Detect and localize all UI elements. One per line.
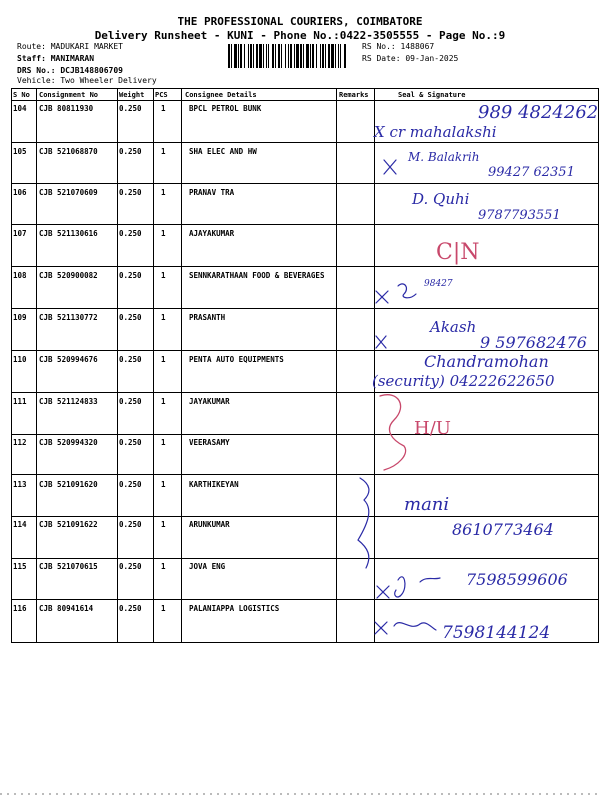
cell-consignment: CJB 521091620 bbox=[39, 480, 98, 489]
company-title: THE PROFESSIONAL COURIERS, COIMBATORE bbox=[177, 15, 423, 28]
cell-sno: 105 bbox=[13, 147, 27, 156]
cell-consignee: KARTHIKEYAN bbox=[189, 480, 239, 489]
cell-consignee: VEERASAMY bbox=[189, 438, 230, 447]
cell-weight: 0.250 bbox=[119, 229, 142, 238]
rs-number: RS No.: 1488067 bbox=[362, 42, 435, 51]
cell-pcs: 1 bbox=[161, 271, 166, 280]
staff-label: Staff: MANIMARAN bbox=[17, 54, 95, 63]
cell-weight: 0.250 bbox=[119, 562, 142, 571]
cell-pcs: 1 bbox=[161, 147, 166, 156]
cell-consignee: PALANIAPPA LOGISTICS bbox=[189, 604, 280, 613]
vehicle-label: Vehicle: Two Wheeler Delivery bbox=[17, 76, 157, 85]
cell-sno: 112 bbox=[13, 438, 27, 447]
cell-sno: 107 bbox=[13, 229, 27, 238]
column-header-consignee: Consignee Details bbox=[185, 91, 257, 99]
cell-consignee: PENTA AUTO EQUIPMENTS bbox=[189, 355, 284, 364]
cell-weight: 0.250 bbox=[119, 480, 142, 489]
handwritten-signature: M. Balakrih bbox=[408, 150, 480, 164]
cell-consignee: BPCL PETROL BUNK bbox=[189, 104, 262, 113]
handwritten-phone: 9 597682476 bbox=[480, 333, 587, 352]
barcode bbox=[228, 44, 346, 68]
cell-weight: 0.250 bbox=[119, 104, 142, 113]
handwritten-remark: C|N bbox=[436, 240, 480, 265]
column-header-pcs: PCS bbox=[155, 91, 168, 99]
handwritten-signature: D. Quhi bbox=[412, 190, 470, 208]
cell-pcs: 1 bbox=[161, 229, 166, 238]
cell-weight: 0.250 bbox=[119, 271, 142, 280]
handwritten-signature: Akash bbox=[430, 318, 477, 336]
cell-consignee: PRASANTH bbox=[189, 313, 226, 322]
handwritten-phone: 7598144124 bbox=[442, 623, 551, 643]
cell-pcs: 1 bbox=[161, 438, 166, 447]
cell-weight: 0.250 bbox=[119, 188, 142, 197]
cell-consignee: ARUNKUMAR bbox=[189, 520, 230, 529]
cell-consignment: CJB 521091622 bbox=[39, 520, 98, 529]
cell-consignment: CJB 521068870 bbox=[39, 147, 98, 156]
runsheet-subtitle: Delivery Runsheet - KUNI - Phone No.:0422-3505555 - Page No.:9 bbox=[94, 29, 506, 42]
handwritten-phone: (security) 04222622650 bbox=[372, 372, 555, 390]
cell-pcs: 1 bbox=[161, 397, 166, 406]
handwritten-signature: X cr mahalakshi bbox=[374, 123, 497, 141]
drs-number: DRS No.: DCJB148806709 bbox=[17, 66, 123, 75]
handwritten-phone: 99427 62351 bbox=[488, 165, 575, 180]
cell-pcs: 1 bbox=[161, 104, 166, 113]
cell-consignment: CJB 521130772 bbox=[39, 313, 98, 322]
cell-consignment: CJB 80811930 bbox=[39, 104, 94, 113]
cell-sno: 114 bbox=[13, 520, 27, 529]
cell-consignee: SENNKARATHAAN FOOD & BEVERAGES bbox=[189, 271, 325, 280]
cell-consignee: JOVA ENG bbox=[189, 562, 226, 571]
cell-consignment: CJB 521070615 bbox=[39, 562, 98, 571]
cell-sno: 115 bbox=[13, 562, 27, 571]
cell-pcs: 1 bbox=[161, 355, 166, 364]
handwritten-number: 98427 bbox=[424, 279, 453, 289]
cell-pcs: 1 bbox=[161, 604, 166, 613]
handwritten-phone: 7598599606 bbox=[466, 570, 568, 589]
handwritten-name: Chandramohan bbox=[424, 352, 549, 371]
cell-consignment: CJB 520994676 bbox=[39, 355, 98, 364]
cell-pcs: 1 bbox=[161, 520, 166, 529]
cell-weight: 0.250 bbox=[119, 604, 142, 613]
cell-weight: 0.250 bbox=[119, 520, 142, 529]
column-header-seal-signature: Seal & Signature bbox=[398, 91, 466, 99]
cell-sno: 116 bbox=[13, 604, 27, 613]
cell-consignment: CJB 520994320 bbox=[39, 438, 98, 447]
column-header-sno: S No bbox=[13, 91, 30, 99]
cell-sno: 108 bbox=[13, 271, 27, 280]
cell-consignee: AJAYAKUMAR bbox=[189, 229, 235, 238]
handwritten-phone: 8610773464 bbox=[452, 520, 554, 539]
cell-pcs: 1 bbox=[161, 313, 166, 322]
handwritten-signature: mani bbox=[404, 494, 450, 515]
handwritten-remark: H/U bbox=[414, 418, 451, 439]
rs-date: RS Date: 09-Jan-2025 bbox=[362, 54, 459, 63]
cell-weight: 0.250 bbox=[119, 438, 142, 447]
page-perforation bbox=[0, 793, 600, 795]
column-header-weight: Weight bbox=[119, 91, 145, 99]
cell-sno: 104 bbox=[13, 104, 27, 113]
cell-sno: 113 bbox=[13, 480, 27, 489]
cell-consignee: SHA ELEC AND HW bbox=[189, 147, 257, 156]
cell-consignment: CJB 521070609 bbox=[39, 188, 98, 197]
cell-consignment: CJB 80941614 bbox=[39, 604, 94, 613]
cell-sno: 110 bbox=[13, 355, 27, 364]
cell-consignment: CJB 521130616 bbox=[39, 229, 98, 238]
handwritten-phone: 989 4824262 bbox=[478, 102, 599, 123]
cell-consignment: CJB 520900082 bbox=[39, 271, 98, 280]
column-header-remarks: Remarks bbox=[339, 91, 369, 99]
cell-consignee: JAYAKUMAR bbox=[189, 397, 230, 406]
cell-pcs: 1 bbox=[161, 188, 166, 197]
cell-sno: 109 bbox=[13, 313, 27, 322]
cell-weight: 0.250 bbox=[119, 313, 142, 322]
column-header-consignment: Consignment No bbox=[39, 91, 99, 99]
cell-weight: 0.250 bbox=[119, 147, 142, 156]
cell-consignee: PRANAV TRA bbox=[189, 188, 235, 197]
route-label: Route: MADUKARI MARKET bbox=[17, 42, 123, 51]
cell-sno: 111 bbox=[13, 397, 27, 406]
cell-pcs: 1 bbox=[161, 562, 166, 571]
cell-consignment: CJB 521124833 bbox=[39, 397, 98, 406]
cell-weight: 0.250 bbox=[119, 397, 142, 406]
cell-weight: 0.250 bbox=[119, 355, 142, 364]
handwritten-phone: 9787793551 bbox=[478, 208, 561, 223]
cell-pcs: 1 bbox=[161, 480, 166, 489]
cell-sno: 106 bbox=[13, 188, 27, 197]
